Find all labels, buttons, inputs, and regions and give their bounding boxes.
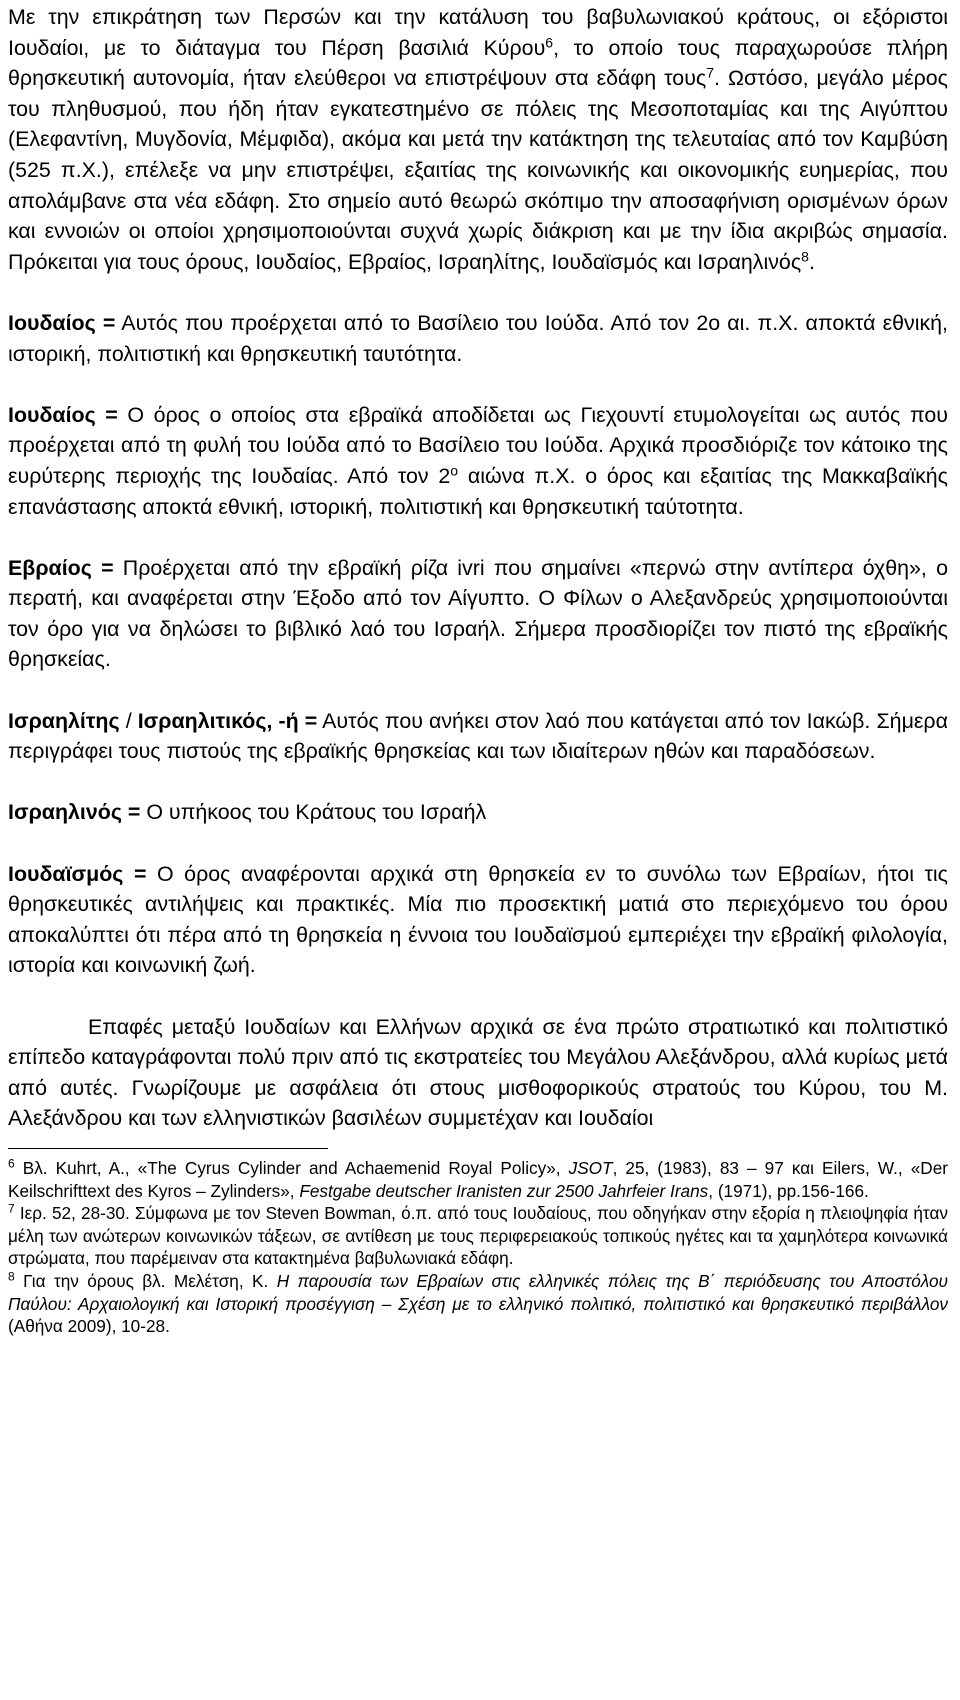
document-page xyxy=(8,2,948,1338)
footnote-text: Ιερ. 52, 28-30. Σύμφωνα με τον Steven Bowman, ό.π. από τους Ιουδαίους, που οδηγήκαν στην εξορία η πλειοψηφία ήταν μέλη των ανώτερων κοινωνικών τάξεων, σε αντίθεση με τους περιφερειακούς τοπικούς ηγέτες και τα χαμηλότερα κοινωνικά στρώματα, που παρέμειναν στα κατακτημένα βαβυλωνιακά εδάφη. xyxy=(8,1203,948,1269)
intro-text-d: . xyxy=(808,249,815,274)
footnote-text: , 25, (1983), 83 – 97 και Eilers, W., «Der Keilschrifttext des Kyros – Zylinders», xyxy=(8,1157,949,1201)
journal-title: JSOT xyxy=(568,1157,613,1178)
footnote-ref-7[interactable]: 7 xyxy=(706,64,715,81)
paragraph-contacts: Επαφές μεταξύ Ιουδαίων και Ελλήνων αρχικά σε ένα πρώτο στρατιωτικό και πολιτιστικό επίπεδο καταγράφονται πολύ πριν από τις εκστρατείες του Μεγάλου Αλεξάνδρου, αλλά κυρίως μετά από αυτές. Γνωρίζουμε με ασφάλεια ότι στους μισθοφορικούς στρατούς του Κύρου, του Μ. Αλεξάνδρου και των ελληνιστικών βασιλέων συμμετέχαν και Ιουδαίοι xyxy=(8,1014,948,1131)
definition-evraios xyxy=(8,553,948,675)
intro-text-b: , το οποίο τους παραχωρούσε πλήρη θρησκευτική αυτονομία, ήταν ελεύθεροι να επιστρέψουν στα εδάφη τους xyxy=(8,35,948,91)
ordinal-superscript: ο xyxy=(450,462,459,479)
footnote-text: Για την όρους βλ. Μελέτση, Κ. xyxy=(14,1270,277,1291)
definition-term-2: Ισραηλιτικός, -ή = xyxy=(137,708,318,733)
footnote-ref-8[interactable]: 8 xyxy=(801,248,809,265)
definition-ioudaios-2 xyxy=(8,400,948,522)
definition-text: Αυτός που προέρχεται από το Βασίλειο του Ιούδα. Από τον 2ο αι. π.Χ. αποκτά εθνική, ιστορική, πολιτιστική και θρησκευτική ταυτότητα. xyxy=(8,310,948,366)
definition-israilitis xyxy=(8,706,948,767)
definition-term: Εβραίος = xyxy=(8,555,114,580)
work-title: Η παρουσία των Εβραίων στις ελληνικές πόλεις της Β΄ περιόδευσης του Αποστόλου Παύλου: Αρχαιολογική και Ιστορική προσέγγιση xyxy=(8,1270,949,1314)
footnote-ref-6[interactable]: 6 xyxy=(545,33,554,50)
definition-term: Ισραηλινός = xyxy=(8,800,141,825)
definition-term: Ιουδαίος = xyxy=(8,402,118,427)
definition-text: Αυτός που ανήκει στον λαό που κατάγεται από τον Ιακώβ. Σήμερα περιγράφει τους πιστούς της εβραϊκής θρησκείας και των ιδιαίτερων ηθών και παραδόσεων. xyxy=(8,708,948,764)
footnote-number: 6 xyxy=(8,1156,15,1171)
definition-text: Προέρχεται από την εβραϊκή ρίζα ivri που σημαίνει «περνώ στην αντίπερα όχθη», ο περατή, και αναφέρεται στην Έξοδο από τον Αίγυπτο. Ο Φίλων ο Αλεξανδρεύς χρησιμοποιούνται τον όρο για να δηλώσει το βιβλικό λαό του Ισραήλ. Σήμερα προσδιορίζει τον πιστό της εβραϊκής θρησκείας. xyxy=(8,555,949,672)
footnotes xyxy=(8,1157,948,1338)
definition-text-b: αιώνα π.Χ. ο όρος και εξαιτίας της Μακκαβαϊκής επανάστασης αποκτά εθνική, ιστορική, πολιτιστική και θρησκευτική ταύτοτητα. xyxy=(8,463,948,519)
footnote-6 xyxy=(8,1157,948,1202)
footnote-number: 7 xyxy=(8,1201,15,1216)
work-subtitle: Σχέση με το ελληνικό πολιτικό, πολιτιστικό και θρησκευτικό περιβάλλον xyxy=(398,1293,948,1314)
footnote-number: 8 xyxy=(8,1269,15,1284)
footnote-separator xyxy=(8,1148,328,1149)
definition-text: Ο όρος αναφέρονται αρχικά στη θρησκεία εν το συνόλω των Εβραίων, ήτοι τις θρησκευτικές αντιλήψεις και πρακτικές. Μία πιο προσεκτική ματιά στο περιεχόμενο του όρου αποκαλύπτει ότι πέρα από τη θρησκεία η έννοια του Ιουδαϊσμού εμπεριέχει την εβραϊκή φιλολογία, ιστορία και κοινωνική ζωή. xyxy=(8,861,948,978)
footnote-text: (Αθήνα 2009), 10-28. xyxy=(8,1316,170,1337)
footnote-7 xyxy=(8,1202,948,1270)
definition-ioudaios-1 xyxy=(8,308,948,369)
main-text xyxy=(8,2,948,1134)
book-title: Festgabe deutscher Iranisten zur 2500 Jahrfeier Irans xyxy=(299,1180,709,1201)
footnote-text: – xyxy=(374,1293,399,1314)
footnote-8 xyxy=(8,1270,948,1338)
definition-text: Ο υπήκοος του Κράτους του Ισραήλ xyxy=(140,800,487,825)
intro-text-c: . Ωστόσο, μεγάλο μέρος του πληθυσμού, που ήδη ήταν εγκατεστημένο σε πόλεις της Μεσοποταμίας και της Αιγύπτου (Ελεφαντίνη, Μυγδονία, Μέμφιδα), ακόμα και μετά την κατάκτηση της τελευταίας από τον Καμβύση (525 π.Χ.), επέλεξε να μην επιστρέψει, εξαιτίας της κοινωνικής και οικονομικής ευημερίας, που απολάμβανε στα νέα εδάφη. Στο σημείο αυτό θεωρώ σκόπιμο την αποσαφήνιση ορισμένων όρων και εννοιών οι οποίοι χρησιμοποιούνται συχνά χωρίς διάκριση και με την ίδια ακριβώς σημασία. Πρόκειται για τους όρους, Ιουδαίος, Εβραίος, Ισραηλίτης, Ιουδαϊσμός και Ισραηλινός xyxy=(8,66,948,274)
footnote-text: , (1971), pp.156-166. xyxy=(708,1180,869,1201)
definition-term: Ιουδαϊσμός = xyxy=(8,861,147,886)
definition-text-a: Ο όρος ο οποίος στα εβραϊκά αποδίδεται ως Γιεχουντί ετυμολογείται ως αυτός που προέρχεται από τη φυλή του Ιούδα από το Βασίλειο του Ιούδα. Αρχικά προσδιόριζε τον κάτοικο της ευρύτερης περιοχής της Ιουδαίας. Από τον 2 xyxy=(8,402,948,488)
paragraph-intro xyxy=(8,2,948,277)
intro-text-a: Με την επικράτηση των Περσών και την κατάλυση του βαβυλωνιακού κράτους, οι εξόριστοι Ιουδαίοι, με το διάταγμα του Πέρση βασιλιά Κύρου xyxy=(8,5,948,60)
definition-term: Ιουδαίος = xyxy=(8,310,116,335)
definition-ioudaismos xyxy=(8,859,948,981)
footnote-text: Βλ. Kuhrt, A., «The Cyrus Cylinder and Achaemenid Royal Policy», xyxy=(14,1157,569,1178)
definition-separator: / xyxy=(119,708,138,733)
definition-term-1: Ισραηλίτης xyxy=(8,708,120,733)
definition-israilinos xyxy=(8,797,948,828)
